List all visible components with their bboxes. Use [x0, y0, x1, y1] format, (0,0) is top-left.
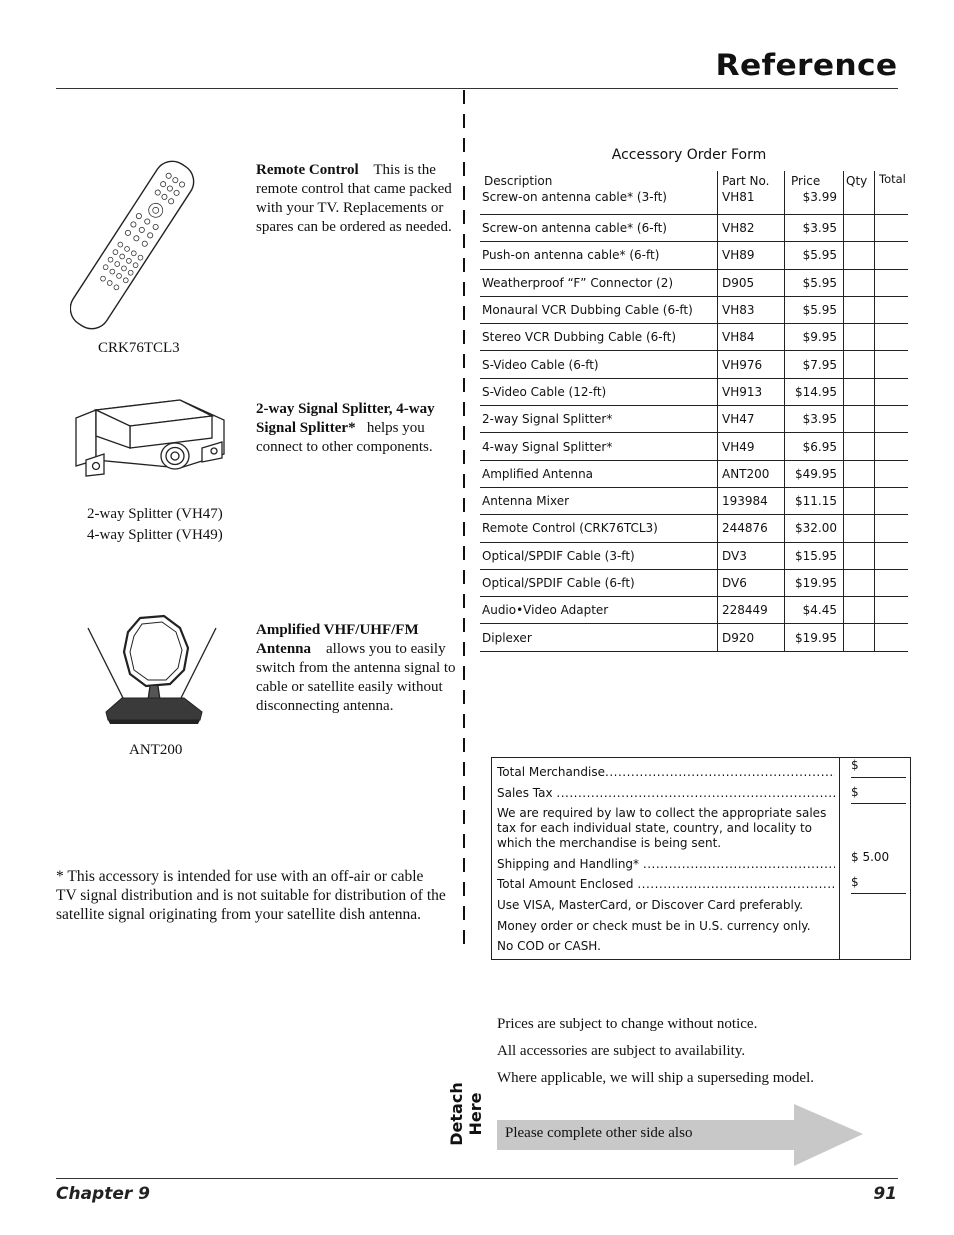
row-price: $14.95	[785, 378, 844, 405]
row-part-no: DV3	[718, 542, 785, 569]
row-price: $9.95	[785, 324, 844, 351]
total-enclosed-line	[497, 877, 835, 892]
row-qty-cell[interactable]	[844, 515, 875, 542]
splitter-caption-4way: 4-way Splitter (VH49)	[87, 527, 223, 543]
row-description: Optical/SPDIF Cable (6-ft)	[480, 569, 718, 596]
order-table-row	[480, 242, 908, 269]
row-description: Diplexer	[480, 624, 718, 651]
row-description: 4-way Signal Splitter*	[480, 433, 718, 460]
row-qty-cell[interactable]	[844, 597, 875, 624]
order-table-row	[480, 569, 908, 596]
footnote: * This accessory is intended for use with an off-air or cable TV signal distribution and is not suitable for distribution of the satellite signal originating from your satellite dish antenna.	[56, 868, 446, 923]
splitter-text: helps you connect to other components.	[256, 420, 433, 455]
totals-divider	[839, 758, 840, 959]
row-description: S-Video Cable (6-ft)	[480, 351, 718, 378]
col-price: Price $3.99	[785, 171, 844, 215]
order-table-row	[480, 215, 908, 242]
remote-control-name: Remote Control	[256, 162, 359, 178]
row-price: $6.95	[785, 433, 844, 460]
order-table-row	[480, 624, 908, 651]
order-table-row	[480, 406, 908, 433]
remote-control-caption: CRK76TCL3	[98, 340, 180, 356]
note-superseding: Where applicable, we will ship a superseding model.	[497, 1070, 814, 1086]
row-description: Optical/SPDIF Cable (3-ft)	[480, 542, 718, 569]
total-enclosed-value[interactable]: $	[851, 875, 906, 894]
remote-control-image	[70, 155, 195, 335]
row-part-no: VH89	[718, 242, 785, 269]
sales-tax-label: Sales Tax	[497, 786, 553, 800]
total-enclosed-label: Total Amount Enclosed	[497, 877, 634, 891]
signal-splitter-image	[72, 396, 230, 478]
row-total-cell[interactable]	[875, 515, 909, 542]
row-part-no: VH976	[718, 351, 785, 378]
row-description: Audio•Video Adapter	[480, 597, 718, 624]
row-qty-cell[interactable]	[844, 242, 875, 269]
row-description: Weatherproof “F” Connector (2)	[480, 269, 718, 296]
row-total-cell[interactable]	[875, 597, 909, 624]
shipping-value: $ 5.00	[851, 850, 890, 864]
row-price: $19.95	[785, 624, 844, 651]
row-qty-cell[interactable]	[844, 215, 875, 242]
row-qty-cell[interactable]	[844, 269, 875, 296]
order-table-row	[480, 515, 908, 542]
row-price: $4.45	[785, 597, 844, 624]
row-total-cell[interactable]	[875, 624, 909, 651]
row-total-cell[interactable]	[875, 542, 909, 569]
row-description: Amplified Antenna	[480, 460, 718, 487]
sales-tax-line	[497, 786, 835, 801]
order-table-row	[480, 542, 908, 569]
order-table-row	[480, 433, 908, 460]
row-total-cell[interactable]	[875, 215, 909, 242]
tax-note: We are required by law to collect the appropriate sales tax for each individual state, country, and locality to which the merchandise is being sent.	[497, 806, 827, 850]
sales-tax-value[interactable]: $	[851, 785, 906, 804]
row-description: Screw-on antenna cable* (6-ft)	[480, 215, 718, 242]
col-description: Description Screw-on antenna cable* (3-ft)	[480, 171, 718, 215]
order-form-title: Accessory Order Form	[611, 147, 767, 163]
row-description: Monaural VCR Dubbing Cable (6-ft)	[480, 296, 718, 323]
remote-control-description	[256, 161, 456, 237]
row-total-cell[interactable]	[875, 433, 909, 460]
order-table	[480, 171, 908, 652]
order-table-header	[480, 171, 908, 215]
note-availability: All accessories are subject to availability.	[497, 1043, 746, 1059]
splitter-name: 2-way Signal Splitter, 4-way Signal Splitter*	[256, 401, 435, 436]
antenna-description	[256, 621, 456, 716]
row-qty-cell[interactable]	[844, 433, 875, 460]
totals-box	[491, 757, 911, 960]
row-qty-cell[interactable]	[844, 460, 875, 487]
note-prices: Prices are subject to change without notice.	[497, 1016, 758, 1032]
row-qty-cell[interactable]	[844, 569, 875, 596]
detach-dashed-line	[463, 90, 465, 952]
row-part-no: VH913	[718, 378, 785, 405]
row-qty-cell[interactable]	[844, 296, 875, 323]
order-table-row	[480, 324, 908, 351]
order-table-row	[480, 351, 908, 378]
row-qty-cell[interactable]	[844, 487, 875, 514]
row-total-cell[interactable]	[875, 269, 909, 296]
row-description: Push-on antenna cable* (6-ft)	[480, 242, 718, 269]
row-qty-cell[interactable]	[844, 351, 875, 378]
row-part-no: 193984	[718, 487, 785, 514]
total-merchandise-value[interactable]: $	[851, 758, 906, 778]
col-total[interactable]: Total	[875, 171, 909, 215]
row-total-cell[interactable]	[875, 406, 909, 433]
footer-chapter: Chapter 9	[56, 1184, 151, 1204]
row-qty-cell[interactable]	[844, 324, 875, 351]
footer-rule	[56, 1178, 898, 1179]
row-total-cell[interactable]	[875, 378, 909, 405]
row-description: Antenna Mixer	[480, 487, 718, 514]
col-part-no: Part No. VH81	[718, 171, 785, 215]
row-total-cell[interactable]	[875, 296, 909, 323]
row-price: $11.15	[785, 487, 844, 514]
row-price: $5.95	[785, 296, 844, 323]
col-qty[interactable]: Qty	[844, 171, 875, 215]
row-part-no: VH47	[718, 406, 785, 433]
order-table-row	[480, 487, 908, 514]
row-qty-cell[interactable]	[844, 624, 875, 651]
complete-other-side-label: Please complete other side also	[505, 1125, 693, 1141]
shipping-line	[497, 857, 835, 872]
row-part-no: VH49	[718, 433, 785, 460]
row-qty-cell[interactable]	[844, 378, 875, 405]
row-part-no: VH82	[718, 215, 785, 242]
row-qty-cell[interactable]	[844, 542, 875, 569]
order-table-row	[480, 378, 908, 405]
row-part-no: DV6	[718, 569, 785, 596]
amplified-antenna-image	[84, 612, 220, 730]
row-price: $5.95	[785, 269, 844, 296]
row-description: S-Video Cable (12-ft)	[480, 378, 718, 405]
total-merchandise-label: Total Merchandise	[497, 765, 605, 779]
total-merchandise-line	[497, 765, 835, 780]
row-part-no: D920	[718, 624, 785, 651]
row-qty-cell[interactable]	[844, 406, 875, 433]
row-part-no: 228449	[718, 597, 785, 624]
row-part-no: ANT200	[718, 460, 785, 487]
shipping-label: Shipping and Handling*	[497, 857, 640, 871]
row-price: $49.95	[785, 460, 844, 487]
splitter-description	[256, 400, 456, 457]
header-rule	[56, 88, 898, 89]
antenna-caption: ANT200	[129, 742, 183, 758]
footer-page-number: 91	[873, 1184, 897, 1204]
row-price: $32.00	[785, 515, 844, 542]
row-part-no: 244876	[718, 515, 785, 542]
row-total-cell[interactable]	[875, 242, 909, 269]
payment-note: Use VISA, MasterCard, or Discover Card preferably.	[497, 898, 804, 912]
row-part-no: D905	[718, 269, 785, 296]
row-description: 2-way Signal Splitter*	[480, 406, 718, 433]
row-part-no: VH83	[718, 296, 785, 323]
row-price: $5.95	[785, 242, 844, 269]
order-table-row	[480, 269, 908, 296]
order-table-row	[480, 296, 908, 323]
row-part-no: VH84	[718, 324, 785, 351]
page-title: Reference	[715, 48, 897, 82]
row-total-cell[interactable]	[875, 569, 909, 596]
money-order-note: Money order or check must be in U.S. currency only.	[497, 919, 811, 933]
remote-control-text: This is the remote control that came packed with your TV. Replacements or spares can be ordered as needed.	[256, 162, 452, 235]
no-cod-note: No COD or CASH.	[497, 939, 601, 953]
order-table-row	[480, 597, 908, 624]
detach-label: Detach Here	[447, 1082, 485, 1146]
order-table-row	[480, 460, 908, 487]
row-price: $3.95	[785, 406, 844, 433]
row-description: Stereo VCR Dubbing Cable (6-ft)	[480, 324, 718, 351]
antenna-text: allows you to easily switch from the antenna signal to cable or satellite easily without disconnecting antenna.	[256, 641, 456, 714]
row-price: $7.95	[785, 351, 844, 378]
row-total-cell[interactable]	[875, 487, 909, 514]
row-total-cell[interactable]	[875, 351, 909, 378]
splitter-caption-2way: 2-way Splitter (VH47)	[87, 506, 223, 522]
row-total-cell[interactable]	[875, 324, 909, 351]
antenna-name: Amplified VHF/UHF/FM Antenna	[256, 622, 419, 657]
row-price: $15.95	[785, 542, 844, 569]
row-total-cell[interactable]	[875, 460, 909, 487]
row-price: $3.95	[785, 215, 844, 242]
row-description: Remote Control (CRK76TCL3)	[480, 515, 718, 542]
row-price: $19.95	[785, 569, 844, 596]
